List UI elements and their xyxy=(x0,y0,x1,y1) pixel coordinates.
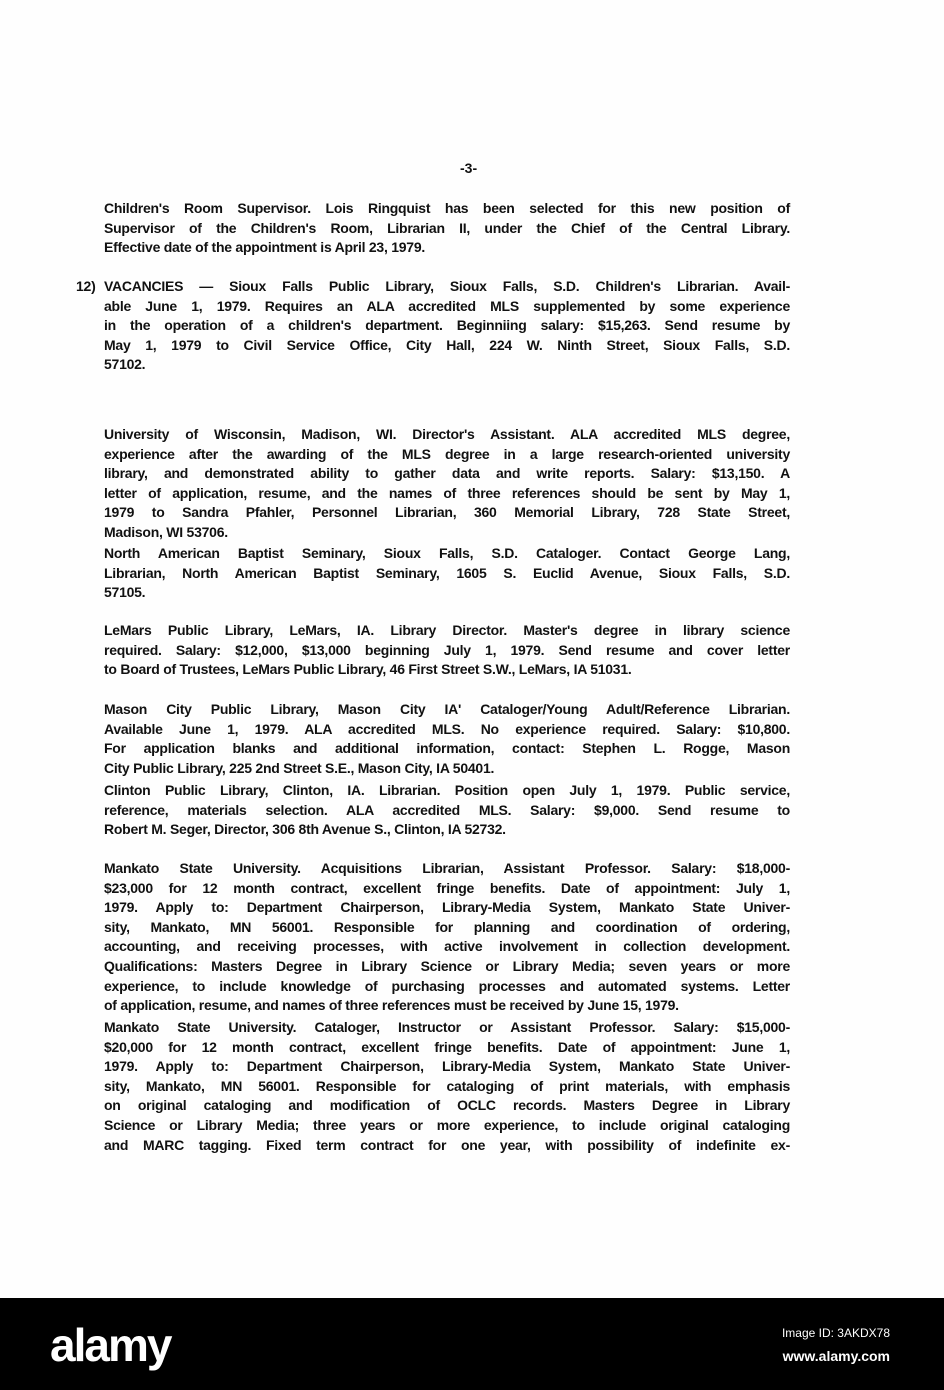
text-line: and MARC tagging. Fixed term contract for one year, with possibility of indefinite ex- xyxy=(104,1136,790,1153)
text-line: $23,000 for 12 month contract, excellent fringe benefits. Date of appointment: July 1, xyxy=(104,879,790,896)
text-line: 57102. xyxy=(104,356,146,373)
paragraph xyxy=(104,621,790,680)
paragraph xyxy=(104,859,790,1016)
text-line: Qualifications: Masters Degree in Library Science or Library Media; seven years or more xyxy=(104,957,790,974)
text-line: Madison, WI 53706. xyxy=(104,523,228,540)
text-line: Mason City Public Library, Mason City IA' Cataloger/Young Adult/Reference Librarian. xyxy=(104,701,790,717)
page-number: -3- xyxy=(460,160,478,176)
text-line: Librarian, North American Baptist Seminary, 1605 S. Euclid Avenue, Sioux Falls, S.D. xyxy=(104,564,790,581)
text-line: VACANCIES — Sioux Falls Public Library, Sioux Falls, S.D. Children's Librarian. Avail- xyxy=(104,278,790,294)
text-line: sity, Mankato, MN 56001. Responsible for planning and coordination of ordering, xyxy=(104,918,790,935)
website-link: www.alamy.com xyxy=(782,1348,890,1364)
text-line: in the operation of a children's department. Beginniing salary: $15,263. Send resume by xyxy=(104,317,790,334)
text-line: LeMars Public Library, LeMars, IA. Library Director. Master's degree in library science xyxy=(104,622,790,638)
text-line: $20,000 for 12 month contract, excellent fringe benefits. Date of appointment: June 1, xyxy=(104,1038,790,1055)
text-line: Clinton Public Library, Clinton, IA. Librarian. Position open July 1, 1979. Public service, xyxy=(104,782,790,798)
text-line: accounting, and receiving processes, with active involvement in collection development. xyxy=(104,938,790,955)
text-line: North American Baptist Seminary, Sioux Falls, S.D. Cataloger. Contact George Lang, xyxy=(104,545,790,561)
text-line: 1979 to Sandra Pfahler, Personnel Librarian, 360 Memorial Library, 728 State Street, xyxy=(104,504,790,521)
text-line: able June 1, 1979. Requires an ALA accredited MLS supplemented by some experience xyxy=(104,297,790,314)
text-line: experience, to include knowledge of purchasing processes and automated systems. Letter xyxy=(104,977,790,994)
text-line: For application blanks and additional information, contact: Stephen L. Rogge, Mason xyxy=(104,740,790,757)
text-line: Science or Library Media; three years or more experience, to include original cataloging xyxy=(104,1116,790,1133)
item-number: 12) xyxy=(76,278,96,294)
text-line: on original cataloging and modification of OCLC records. Masters Degree in Library xyxy=(104,1097,790,1114)
alamy-logo: alamy xyxy=(50,1319,171,1371)
paragraph xyxy=(104,199,790,258)
text-line: 1979. Apply to: Department Chairperson, Library-Media System, Mankato State Univer- xyxy=(104,1058,790,1075)
text-line: Mankato State University. Cataloger, Instructor or Assistant Professor. Salary: $15,000- xyxy=(104,1019,790,1035)
text-line: reference, materials selection. ALA accredited MLS. Salary: $9,000. Send resume to xyxy=(104,801,790,818)
text-line: Mankato State University. Acquisitions Librarian, Assistant Professor. Salary: $18,000- xyxy=(104,860,790,876)
text-line: 1979. Apply to: Department Chairperson, Library-Media System, Mankato State Univer- xyxy=(104,899,790,916)
text-line: May 1, 1979 to Civil Service Office, City Hall, 224 W. Ninth Street, Sioux Falls, S.D. xyxy=(104,336,790,353)
text-line: City Public Library, 225 2nd Street S.E., Mason City, IA 50401. xyxy=(104,759,495,776)
text-line: to Board of Trustees, LeMars Public Library, 46 First Street S.W., LeMars, IA 51031. xyxy=(104,661,632,678)
text-line: 57105. xyxy=(104,584,146,601)
paragraph xyxy=(104,544,790,603)
text-line: experience after the awarding of the MLS degree in a large research-oriented university xyxy=(104,445,790,462)
paragraph xyxy=(104,277,790,375)
text-line: University of Wisconsin, Madison, WI. Director's Assistant. ALA accredited MLS degree, xyxy=(104,426,790,442)
text-line: Available June 1, 1979. ALA accredited MLS. No experience required. Salary: $10,800. xyxy=(104,720,790,737)
text-line: library, and demonstrated ability to gather data and write reports. Salary: $13,150. A xyxy=(104,465,790,482)
paragraph xyxy=(104,700,790,778)
paragraph xyxy=(104,425,790,543)
image-id: Image ID: 3AKDX78 xyxy=(781,1326,890,1340)
text-line: Robert M. Seger, Director, 306 8th Avenue S., Clinton, IA 52732. xyxy=(104,821,506,838)
text-line: letter of application, resume, and the names of three references should be sent by May 1, xyxy=(104,484,790,501)
paragraph xyxy=(104,1018,790,1155)
text-line: Supervisor of the Children's Room, Librarian II, under the Chief of the Central Library. xyxy=(104,219,790,236)
watermark-bar xyxy=(0,1298,944,1390)
paragraph xyxy=(104,781,790,840)
text-line: Children's Room Supervisor. Lois Ringquist has been selected for this new position of xyxy=(104,200,790,216)
text-line: sity, Mankato, MN 56001. Responsible for cataloging of print materials, with emphasis xyxy=(104,1077,790,1094)
text-line: of application, resume, and names of three references must be received by June 15, 1979. xyxy=(104,997,679,1014)
text-line: Effective date of the appointment is April 23, 1979. xyxy=(104,239,426,256)
text-line: required. Salary: $12,000, $13,000 beginning July 1, 1979. Send resume and cover letter xyxy=(104,641,790,658)
